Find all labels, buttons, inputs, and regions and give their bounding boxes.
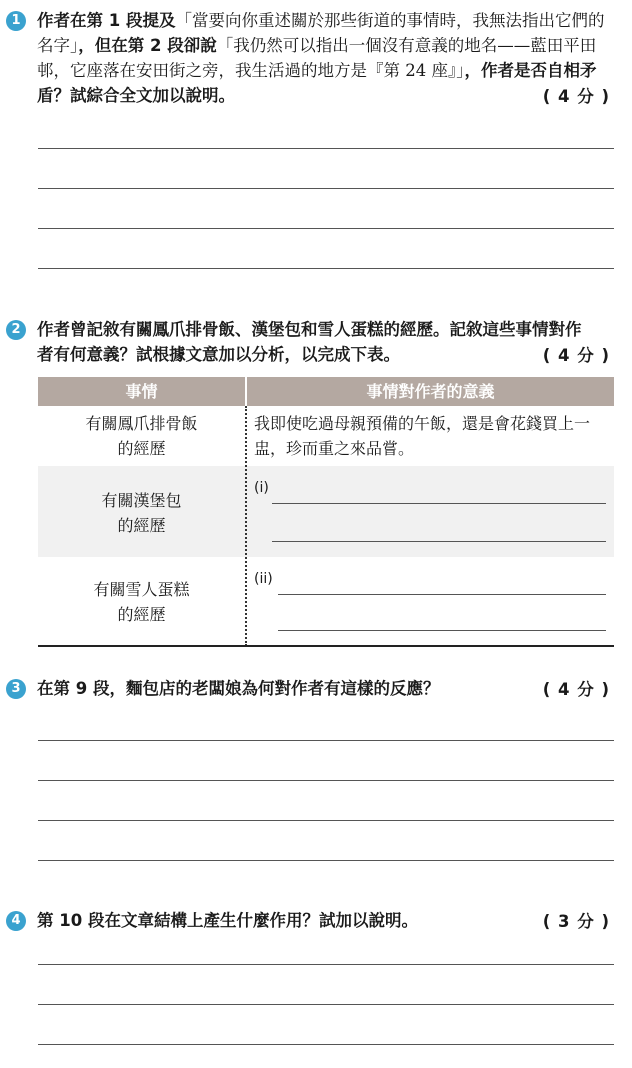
event-label-line2: 的經歷 xyxy=(117,516,166,535)
q1-bold-b: ，但在第 2 段卻說 xyxy=(78,36,217,55)
answer-line[interactable] xyxy=(272,541,606,542)
answer-line[interactable] xyxy=(38,268,614,269)
answer-line[interactable] xyxy=(38,860,614,861)
answer-line[interactable] xyxy=(272,503,606,504)
answer-line[interactable] xyxy=(278,594,606,595)
q1-bold-c: ，作者是否自相矛盾？試綜合全文加以說明。 xyxy=(37,61,597,105)
answer-line[interactable] xyxy=(278,630,606,631)
q1-quote-a: 「當要向你重述關於那些街道的事情時，我無法指出它們的名字」 xyxy=(37,11,605,55)
table-row xyxy=(38,466,614,557)
table-row xyxy=(38,557,614,645)
header-meaning: 事情對作者的意義 xyxy=(366,382,495,401)
event-label-line1: 有關雪人蛋糕 xyxy=(93,580,190,599)
answer-line[interactable] xyxy=(38,148,614,149)
answer-label-i: (i) xyxy=(254,480,269,496)
event-cell xyxy=(38,411,245,461)
answer-label-ii: (ii) xyxy=(254,571,273,587)
header-event: 事情 xyxy=(125,382,158,401)
answer-table xyxy=(38,377,614,647)
answer-line[interactable] xyxy=(38,740,614,741)
meaning-cell: 我即使吃過母親預備的午飯，還是會花錢買上一盅，珍而重之來品嘗。 xyxy=(254,414,591,458)
answer-line[interactable] xyxy=(38,820,614,821)
event-label-line2: 的經歷 xyxy=(117,439,166,458)
event-label-line1: 有關漢堡包 xyxy=(101,491,182,510)
event-cell xyxy=(38,577,245,627)
q1-bold-a: 作者在第 1 段提及 xyxy=(37,11,176,30)
answer-line[interactable] xyxy=(38,1004,614,1005)
column-divider xyxy=(245,406,247,646)
table-bottom-rule xyxy=(38,645,614,647)
event-label-line1: 有關鳳爪排骨飯 xyxy=(85,414,198,433)
marks-label: ( 4 分 ) xyxy=(542,87,610,106)
answer-line[interactable] xyxy=(38,228,614,229)
answer-line[interactable] xyxy=(38,780,614,781)
question-3-text: 在第 9 段，麵包店的老闆娘為何對作者有這樣的反應？ xyxy=(37,679,440,698)
answer-line[interactable] xyxy=(38,964,614,965)
question-number-badge: 2 xyxy=(6,320,26,340)
marks-label: ( 4 分 ) xyxy=(542,680,610,699)
question-number-badge: 1 xyxy=(6,11,26,31)
question-4-text: 第 10 段在文章結構上產生什麼作用？試加以說明。 xyxy=(37,911,418,930)
answer-line[interactable] xyxy=(38,188,614,189)
question-number-badge: 3 xyxy=(6,679,26,699)
event-label-line2: 的經歷 xyxy=(117,605,166,624)
event-cell xyxy=(38,488,245,538)
q1-quote-b: 「我仍然可以指出一個沒有意義的地名——藍田平田邨，它座落在安田街之旁，我生活過的地方是『第 24 座』」 xyxy=(37,36,597,80)
question-number-badge: 4 xyxy=(6,911,26,931)
answer-line[interactable] xyxy=(38,1044,614,1045)
table-header xyxy=(38,377,614,406)
marks-label: ( 3 分 ) xyxy=(542,912,610,931)
marks-label: ( 4 分 ) xyxy=(542,346,610,365)
question-2-text: 作者曾記敘有關鳳爪排骨飯、漢堡包和雪人蛋糕的經歷。記敘這些事情對作者有何意義？試根據文意加以分析，以完成下表。 xyxy=(37,320,582,364)
question-1-text xyxy=(37,8,617,108)
table-row xyxy=(38,406,614,466)
